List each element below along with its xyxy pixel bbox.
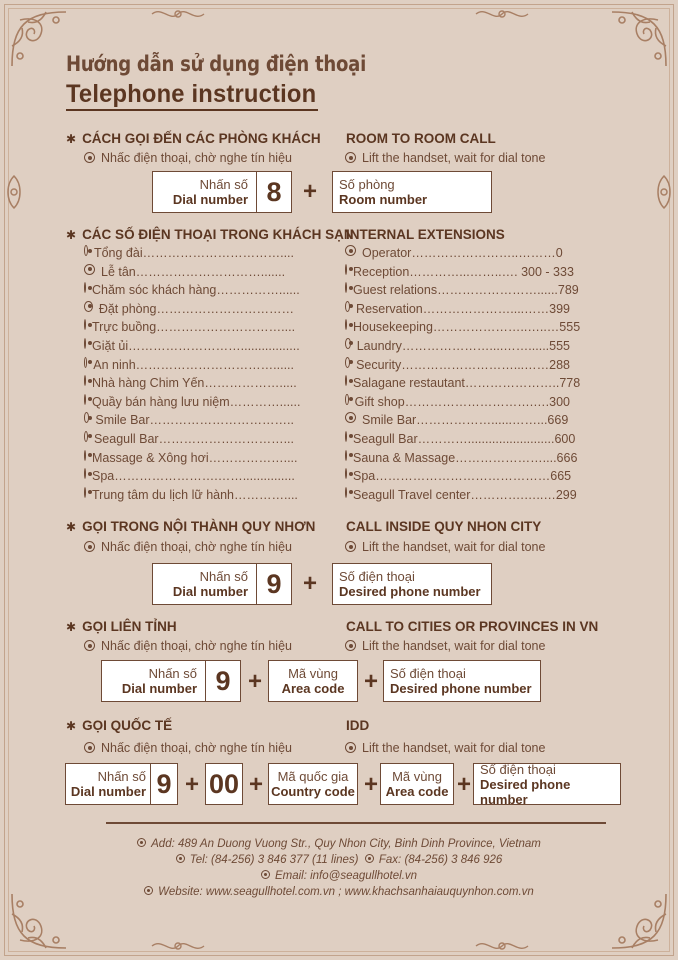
bullet-icon <box>84 152 95 163</box>
extension-item: Đặt phòng…………………………… <box>84 300 294 319</box>
title-english: Telephone instruction <box>66 80 317 108</box>
dial-label: Nhấn số Dial number <box>153 564 257 604</box>
area-code-box: Mã vùng Area code <box>380 763 454 805</box>
star-icon: ✱ <box>66 520 77 534</box>
instruction-vn: Nhấc điện thoại, chờ nghe tín hiệu <box>84 540 292 554</box>
title-vietnamese: Hướng dẫn sử dụng điện thoại <box>66 52 367 76</box>
bullet-icon <box>345 282 347 293</box>
bullet-icon <box>84 742 95 753</box>
room-number-box: Số phòng Room number <box>332 171 492 213</box>
extension-item: Reservation…………………....……399 <box>345 300 570 319</box>
star-icon: ✱ <box>66 132 77 146</box>
plus-sign: + <box>363 771 378 798</box>
instruction-vn: Nhấc điện thoại, chờ nghe tín hiệu <box>84 639 292 653</box>
bullet-icon <box>84 431 88 442</box>
plus-sign: + <box>248 771 263 798</box>
bullet-icon <box>84 338 86 349</box>
dial-label: Nhấn số Dial number <box>153 172 257 212</box>
bullet-icon <box>261 870 270 879</box>
section-heading-room-en: ROOM TO ROOM CALL <box>346 131 496 146</box>
bullet-icon <box>345 640 356 651</box>
bullet-icon <box>84 375 86 386</box>
extension-item: Guest relations……………………......789 <box>345 281 570 300</box>
star-icon: ✱ <box>66 228 77 242</box>
plus-sign: + <box>184 771 199 798</box>
bottom-ornament-icon <box>472 936 532 956</box>
star-icon: ✱ <box>66 620 77 634</box>
bullet-icon <box>345 450 347 461</box>
section-heading-idd-vn: ✱ GỌI QUỐC TẾ <box>66 718 173 733</box>
international-prefix-box: 00 <box>205 763 243 805</box>
extension-item: Lễ tân…………………………....... <box>84 263 294 282</box>
bullet-icon <box>84 301 93 312</box>
bullet-icon <box>84 357 87 368</box>
instruction-en: Lift the handset, wait for dial tone <box>345 741 545 755</box>
star-icon: ✱ <box>66 719 77 733</box>
extension-item: Trực buồng………………………….... <box>84 318 294 337</box>
bullet-icon <box>345 319 347 330</box>
instruction-vn: Nhấc điện thoại, chờ nghe tín hiệu <box>84 151 292 165</box>
top-ornament-icon <box>148 4 208 24</box>
extension-item: Tổng đài…………………………….... <box>84 244 294 263</box>
bullet-icon <box>84 412 89 423</box>
bullet-icon <box>345 412 356 423</box>
bullet-icon <box>84 640 95 651</box>
section-heading-internal-vn: ✱ CÁC SỐ ĐIỆN THOẠI TRONG KHÁCH SẠN <box>66 227 354 242</box>
bullet-icon <box>345 742 356 753</box>
bullet-icon <box>345 264 347 275</box>
phone-number-box: Số điện thoại Desired phone number <box>473 763 621 805</box>
extension-item: Salagane restautant…………………..778 <box>345 374 570 393</box>
footer-phone: Tel: (84-256) 3 846 377 (11 lines) Fax: (84-256) 3 846 926 <box>0 854 678 866</box>
side-ornament-icon <box>654 172 674 212</box>
section-heading-city-vn: ✱ GỌI TRONG NỘI THÀNH QUY NHƠN <box>66 519 316 534</box>
extension-item: Housekeeping…………………..…..…555 <box>345 318 570 337</box>
dial-label: Nhấn số Dial number <box>102 661 206 701</box>
extension-item: Reception…………...……..…. 300 - 333 <box>345 263 570 282</box>
extension-item: Seagull Bar………….........................600 <box>345 430 570 449</box>
bullet-icon <box>345 468 347 479</box>
extension-item: Giặt ủi………………………................. <box>84 337 294 356</box>
bottom-ornament-icon <box>148 936 208 956</box>
bullet-icon <box>345 487 347 498</box>
extension-item: Operator……………………..………0 <box>345 244 570 263</box>
country-code-box: Mã quốc gia Country code <box>268 763 358 805</box>
extension-item: Trung tâm du lịch lữ hành………….... <box>84 486 294 505</box>
section-heading-province-en: CALL TO CITIES OR PROVINCES IN VN <box>346 619 599 634</box>
extension-list-en <box>345 244 581 504</box>
extension-item: Chăm sóc khách hàng……………...... <box>84 281 294 300</box>
top-ornament-icon <box>472 4 532 24</box>
bullet-icon <box>345 152 356 163</box>
bullet-icon <box>84 264 95 275</box>
bullet-icon <box>84 245 88 256</box>
dial-number-box <box>152 171 292 213</box>
bullet-icon <box>144 886 153 895</box>
bullet-icon <box>176 854 185 863</box>
extension-item: Smile Bar………………......……...669 <box>345 411 570 430</box>
dial-number-box <box>101 660 241 702</box>
section-heading-room-vn: ✱ CÁCH GỌI ĐẾN CÁC PHÒNG KHÁCH <box>66 131 321 146</box>
plus-sign: + <box>456 771 471 798</box>
extension-item: Nhà hàng Chim Yến………………..... <box>84 374 294 393</box>
plus-sign: + <box>302 178 317 205</box>
bullet-icon <box>345 431 347 442</box>
extension-item: An ninh……………………………...... <box>84 356 294 375</box>
plus-sign: + <box>247 668 262 695</box>
bullet-icon <box>345 357 350 368</box>
bullet-icon <box>84 541 95 552</box>
section-heading-province-vn: ✱ GỌI LIÊN TỈNH <box>66 619 177 634</box>
extension-list-vn <box>84 244 301 504</box>
extension-item: Laundry…………………....……......555 <box>345 337 570 356</box>
dial-digit: 8 <box>266 176 282 207</box>
phone-number-box: Số điện thoại Desired phone number <box>332 563 492 605</box>
dial-number-box <box>65 763 178 805</box>
bullet-icon <box>137 838 146 847</box>
footer-address: Add: 489 An Duong Vuong Str., Quy Nhon City, Binh Dinh Province, Vietnam <box>0 838 678 850</box>
plus-sign: + <box>363 668 378 695</box>
extension-item: Massage & Xông hơi……………….... <box>84 449 294 468</box>
bullet-icon <box>345 338 351 349</box>
extension-item: Sauna & Massage…………………....666 <box>345 449 570 468</box>
instruction-en: Lift the handset, wait for dial tone <box>345 639 545 653</box>
extension-item: Quầy bán hàng lưu niệm…………...... <box>84 393 294 412</box>
dial-number-box <box>152 563 292 605</box>
plus-sign: + <box>302 570 317 597</box>
extension-item: Gift shop………………………….….300 <box>345 393 570 412</box>
extension-item: Spa…………………….……............... <box>84 467 294 486</box>
bullet-icon <box>84 450 86 461</box>
extension-item: Spa……………………………………665 <box>345 467 570 486</box>
instruction-en: Lift the handset, wait for dial tone <box>345 540 545 554</box>
extension-item: Smile Bar…………………………….. <box>84 411 294 430</box>
footer-email: Email: info@seagullhotel.vn <box>0 870 678 882</box>
bullet-icon <box>345 375 347 386</box>
bullet-icon <box>84 282 86 293</box>
side-ornament-icon <box>4 172 24 212</box>
dial-digit: 9 <box>156 768 172 799</box>
bullet-icon <box>365 854 374 863</box>
extension-item: Security………………………...……288 <box>345 356 570 375</box>
extension-item: Seagull Bar…………………………... <box>84 430 294 449</box>
bullet-icon <box>84 319 86 330</box>
section-heading-idd-en: IDD <box>346 718 370 733</box>
footer-divider <box>106 822 606 824</box>
bullet-icon <box>84 394 86 405</box>
area-code-box: Mã vùng Area code <box>268 660 358 702</box>
dial-digit: 9 <box>215 665 231 696</box>
bullet-icon <box>345 301 350 312</box>
dial-label: Nhấn số Dial number <box>66 764 151 804</box>
instruction-vn: Nhấc điện thoại, chờ nghe tín hiệu <box>84 741 292 755</box>
dial-digit: 9 <box>266 568 282 599</box>
bullet-icon <box>84 487 86 498</box>
phone-number-box: Số điện thoại Desired phone number <box>383 660 541 702</box>
title-underline <box>66 109 318 111</box>
bullet-icon <box>345 394 349 405</box>
extension-item: Seagull Travel center………….…..…299 <box>345 486 570 505</box>
footer-website: Website: www.seagullhotel.com.vn ; www.khachsanhaiauquynhon.com.vn <box>0 886 678 898</box>
instruction-en: Lift the handset, wait for dial tone <box>345 151 545 165</box>
bullet-icon <box>84 468 86 479</box>
bullet-icon <box>345 245 356 256</box>
section-heading-internal-en: INTERNAL EXTENSIONS <box>346 227 505 242</box>
bullet-icon <box>345 541 356 552</box>
section-heading-city-en: CALL INSIDE QUY NHON CITY <box>346 519 542 534</box>
corner-ornament-icon <box>602 6 672 76</box>
